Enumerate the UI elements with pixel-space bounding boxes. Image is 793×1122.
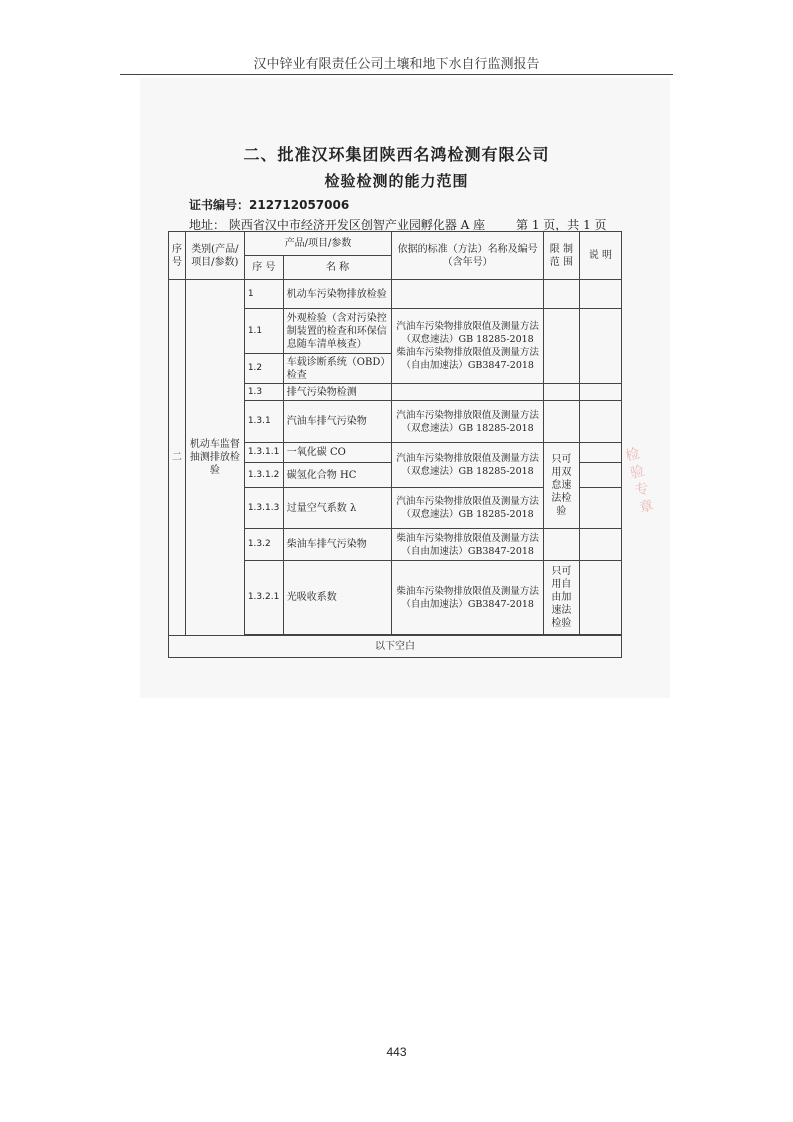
limit-gasoline: 只可用双怠速法检验 — [543, 443, 579, 529]
row-standard: 汽油车污染物排放限值及测量方法（双怠速法）GB 18285-2018 — [392, 443, 544, 488]
header-product: 产品/项目/参数 — [244, 232, 391, 256]
row-limit-empty — [543, 309, 579, 384]
row-standard: 柴油车污染物排放限值及测量方法（自由加速法）GB3847-2018 — [392, 529, 544, 561]
header-divider — [120, 74, 673, 75]
row-no: 1.3.2.1 — [244, 561, 283, 635]
row-name: 汽油车排气污染物 — [283, 401, 392, 443]
page-number: 443 — [386, 1045, 407, 1059]
header-standard: 依据的标准（方法）名称及编号（含年号） — [392, 232, 544, 280]
row-name: 一氧化碳 CO — [283, 443, 392, 463]
row-remark-empty — [579, 561, 621, 635]
row-standard: 汽油车污染物排放限值及测量方法（双怠速法）GB 18285-2018 — [392, 401, 544, 443]
limit-diesel: 只可用自由加速法检验 — [543, 561, 579, 635]
group-category: 机动车监督抽测排放检验 — [185, 280, 244, 636]
row-name: 过量空气系数 λ — [283, 488, 392, 529]
row-limit-empty — [543, 401, 579, 443]
table-footer: 以下空白 — [169, 636, 622, 658]
row-remark-empty — [579, 463, 621, 488]
header-remark: 说 明 — [579, 232, 621, 280]
row-remark-empty — [579, 488, 621, 529]
row-standard-empty — [392, 384, 544, 401]
address: 地址： 陕西省汉中市经济开发区创智产业园孵化器 A 座 — [189, 218, 486, 232]
row-name: 排气污染物检测 — [283, 384, 392, 401]
group-seq: 二 — [169, 280, 186, 636]
row-name: 机动车污染物排放检验 — [283, 280, 392, 309]
row-remark-empty — [579, 401, 621, 443]
standard-diesel: 柴油车污染物排放限值及测量方法（自由加速法）GB3847-2018 — [396, 347, 539, 371]
row-no: 1.3 — [244, 384, 283, 401]
row-name: 光吸收系数 — [283, 561, 392, 635]
row-no: 1.2 — [244, 354, 283, 384]
seal-stamp: 检 验 专 章 — [623, 445, 656, 517]
row-no: 1.3.1.2 — [244, 463, 283, 488]
row-no: 1.3.1 — [244, 401, 283, 443]
row-no: 1.3.1.1 — [244, 443, 283, 463]
page-info: 第 1 页，共 1 页 — [516, 218, 607, 232]
row-name: 外观检验（含对污染控制装置的检查和环保信息随车清单核查） — [283, 309, 392, 354]
certificate-number: 证书编号：212712057006 — [189, 198, 350, 212]
row-standard: 柴油车污染物排放限值及测量方法（自由加速法）GB3847-2018 — [392, 561, 544, 635]
row-no: 1.3.2 — [244, 529, 283, 561]
row-limit-empty — [543, 280, 579, 309]
row-remark-empty — [579, 280, 621, 309]
capability-scope-table — [168, 231, 622, 658]
row-standard — [392, 309, 544, 384]
standard-gasoline: 汽油车污染物排放限值及测量方法（双怠速法）GB 18285-2018 — [396, 321, 539, 345]
report-header: 汉中锌业有限责任公司土壤和地下水自行监测报告 — [253, 57, 540, 72]
header-limit: 限 制 范 围 — [543, 232, 579, 280]
header-category: 类别(产品/项目/参数) — [185, 232, 244, 280]
header-seq: 序号 — [169, 232, 186, 280]
row-no: 1.1 — [244, 309, 283, 354]
page-title: 二、批准汉环集团陕西名鸿检测有限公司 — [243, 145, 550, 164]
row-limit-empty — [543, 529, 579, 561]
row-no: 1 — [244, 280, 283, 309]
row-name: 碳氢化合物 HC — [283, 463, 392, 488]
page-subtitle: 检验检测的能力范围 — [324, 172, 469, 190]
row-limit-empty — [543, 384, 579, 401]
row-name: 柴油车排气污染物 — [283, 529, 392, 561]
header-sub-seq: 序 号 — [244, 256, 283, 280]
header-name: 名 称 — [283, 256, 392, 280]
row-name: 车载诊断系统（OBD）检查 — [283, 354, 392, 384]
row-remark-empty — [579, 529, 621, 561]
row-remark-empty — [579, 384, 621, 401]
row-standard-empty — [392, 280, 544, 309]
row-no: 1.3.1.3 — [244, 488, 283, 529]
row-standard: 汽油车污染物排放限值及测量方法（双怠速法）GB 18285-2018 — [392, 488, 544, 529]
row-remark-empty — [579, 309, 621, 384]
